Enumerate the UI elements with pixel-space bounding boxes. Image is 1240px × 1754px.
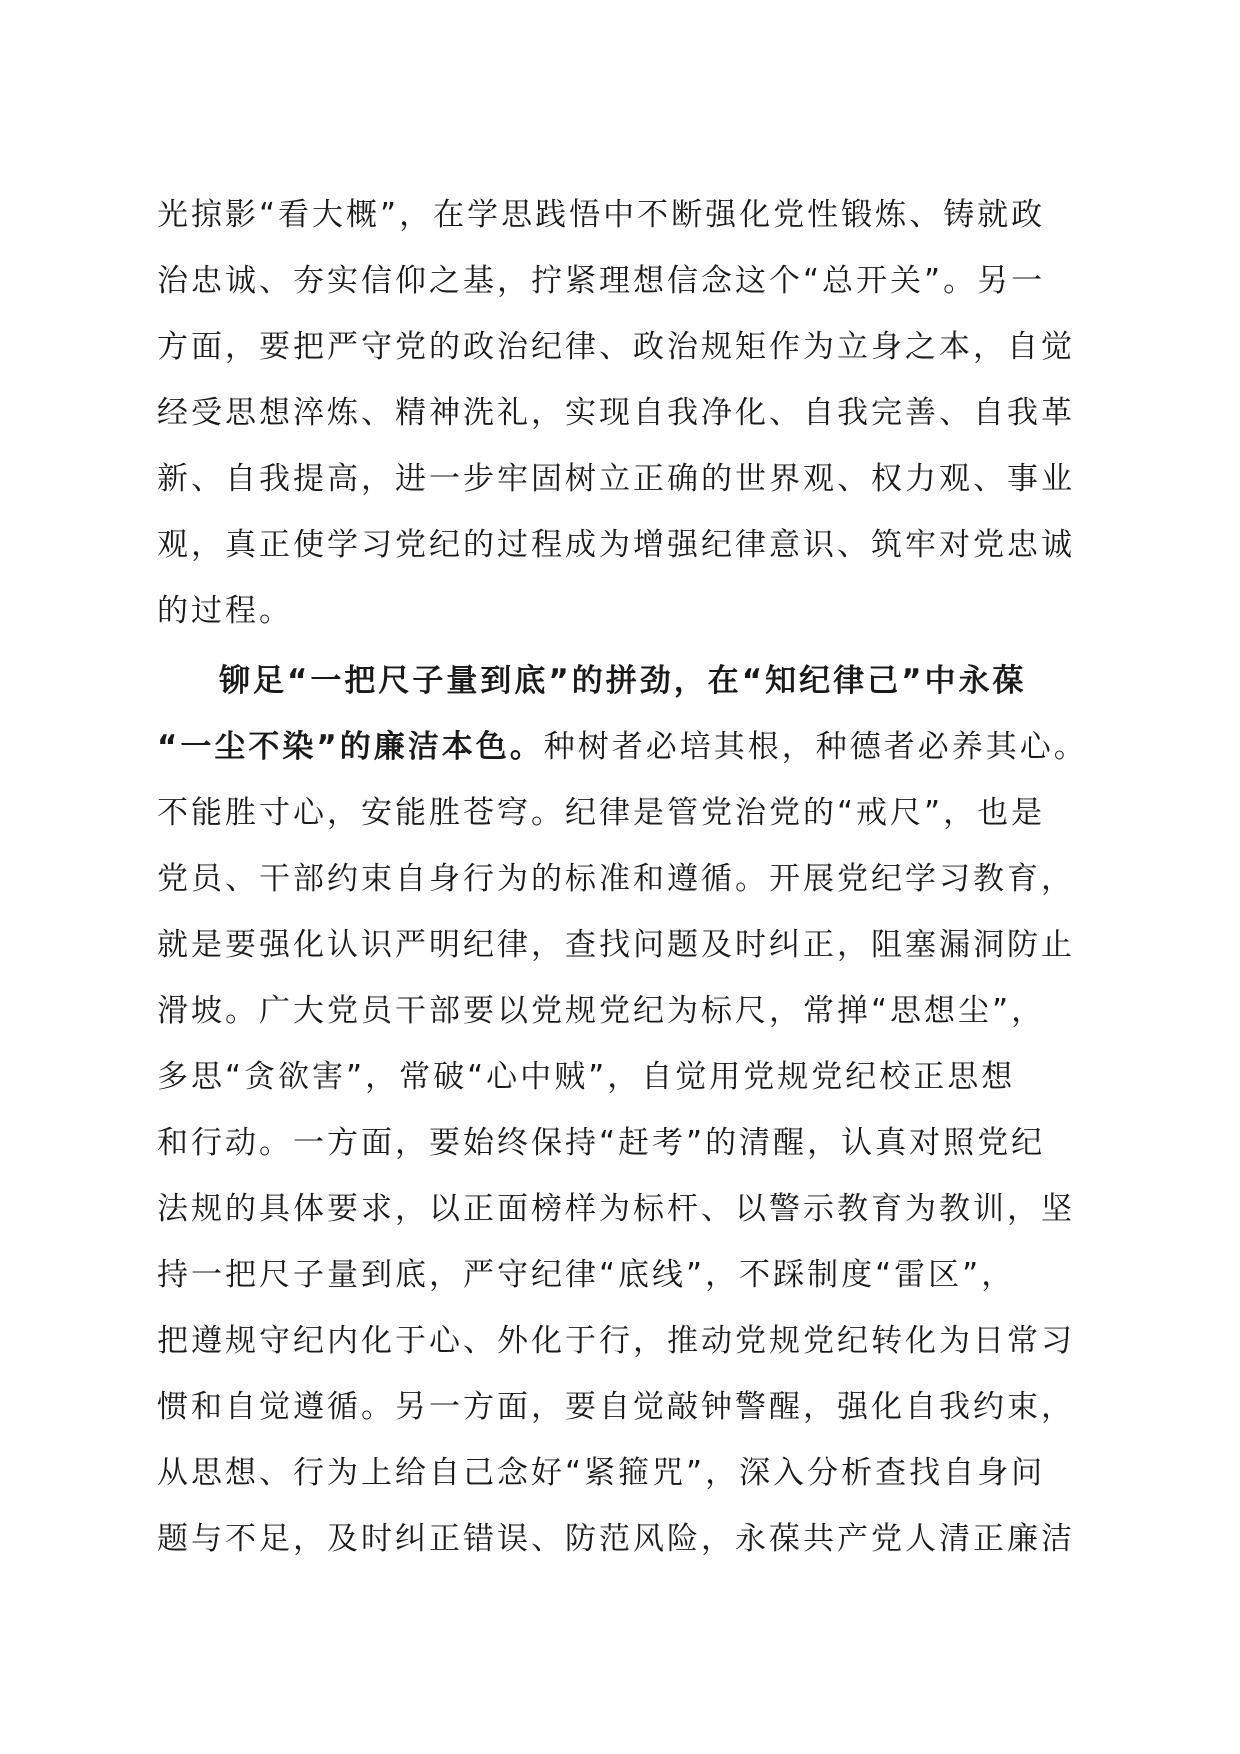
paragraph-line: 惯和自觉遵循。另一方面，要自觉敲钟警醒，强化自我约束，: [157, 1389, 1075, 1425]
paragraph-line: 观，真正使学习党纪的过程成为增强纪律意识、筑牢对党忠诚: [157, 527, 1075, 563]
paragraph-line: 就是要强化认识严明纪律，查找问题及时纠正，阻塞漏洞防止: [157, 927, 1075, 963]
paragraph-line-mixed: [157, 714, 1088, 780]
paragraph-heading-line: 铆足“一把尺子量到底”的拼劲，在“知纪律己”中永葆: [219, 663, 1027, 699]
paragraph-heading-end: “一尘不染”的廉洁本色。: [157, 729, 544, 765]
paragraph-line: 和行动。一方面，要始终保持“赶考”的清醒，认真对照党纪: [157, 1125, 1046, 1161]
paragraph-line: 方面，要把严守党的政治纪律、政治规矩作为立身之本，自觉: [157, 329, 1075, 365]
paragraph-line: 多思“贪欲害”，常破“心中贼”，自觉用党规党纪校正思想: [157, 1059, 1016, 1095]
paragraph-line: 持一把尺子量到底，严守纪律“底线”，不踩制度“雷区”，: [157, 1257, 1016, 1293]
paragraph-line: 滑坡。广大党员干部要以党规党纪为标尺，常掸“思想尘”，: [157, 993, 1046, 1029]
paragraph-line: 不能胜寸心，安能胜苍穹。纪律是管党治党的“戒尺”，也是: [157, 795, 1046, 831]
paragraph-line: 的过程。: [157, 593, 293, 629]
paragraph-line: 经受思想淬炼、精神洗礼，实现自我净化、自我完善、自我革: [157, 395, 1075, 431]
paragraph-line: 光掠影“看大概”，在学思践悟中不断强化党性锻炼、铸就政: [157, 197, 1046, 233]
paragraph-text: 种树者必培其根，种德者必养其心。: [543, 729, 1088, 765]
paragraph-line: 法规的具体要求，以正面榜样为标杆、以警示教育为教训，坚: [157, 1191, 1075, 1227]
paragraph-line: 把遵规守纪内化于心、外化于行，推动党规党纪转化为日常习: [157, 1323, 1075, 1359]
paragraph-line: 从思想、行为上给自己念好“紧箍咒”，深入分析查找自身问: [157, 1455, 1046, 1491]
paragraph-line: 新、自我提高，进一步牢固树立正确的世界观、权力观、事业: [157, 461, 1075, 497]
paragraph-line: 党员、干部约束自身行为的标准和遵循。开展党纪学习教育，: [157, 861, 1075, 897]
paragraph-line: 治忠诚、夯实信仰之基，拧紧理想信念这个“总开关”。另一: [157, 263, 1046, 299]
paragraph-line: 题与不足，及时纠正错误、防范风险，永葆共产党人清正廉洁: [157, 1521, 1075, 1557]
